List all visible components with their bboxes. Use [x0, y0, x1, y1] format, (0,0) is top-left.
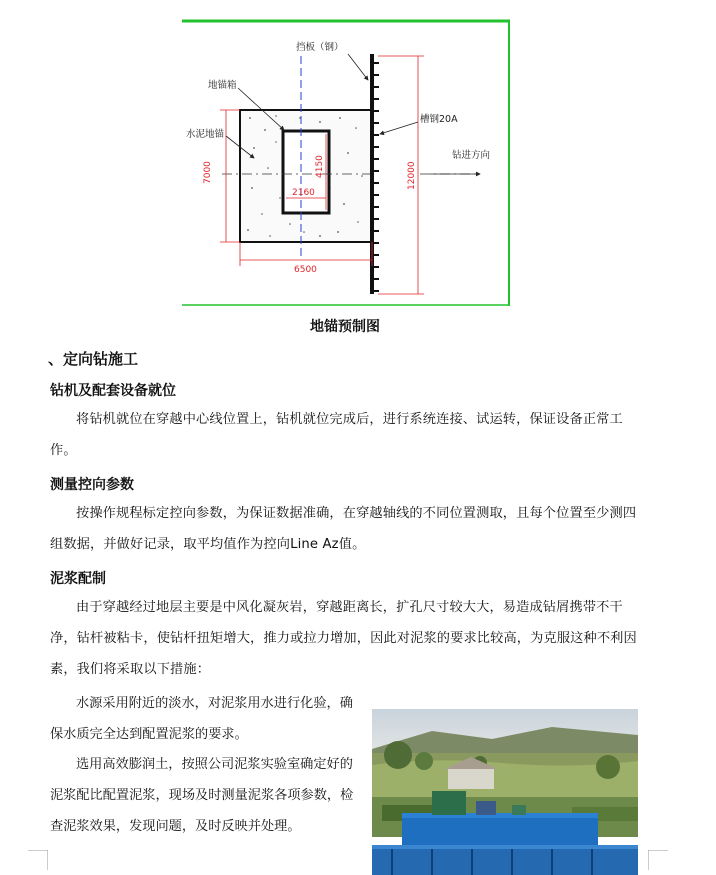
paragraph-water-source: 水源采用附近的淡水，对泥浆用水进行化验，确保水质完全达到配置泥浆的要求。	[50, 696, 353, 742]
paragraph-mud: 由于穿越经过地层主要是中风化凝灰岩，穿越距离长，扩孔尺寸较大大，易造成钻屑携带不干净，钻杆被粘卡，使钻杆扭矩增大，推力或拉力增加，因此对泥浆的要求比较高，为克服这种不利因素，我们将采取以下措施：	[50, 600, 637, 677]
paragraph-bentonite: 选用高效膨润土，按照公司泥浆实验室确定好的泥浆配比配置泥浆，现场及时测量泥浆各项参数，检查泥浆效果，发现问题，及时反映并处理。	[50, 757, 354, 834]
paragraph-equipment: 将钻机就位在穿越中心线位置上，钻机就位完成后，进行系统连接、试运转，保证设备正常工作。	[50, 412, 623, 458]
dim-2160: 2160	[292, 188, 315, 198]
label-drill-direction: 钻进方向	[452, 150, 491, 161]
subsection-heading-equipment: 钻机及配套设备就位	[50, 383, 176, 399]
label-channel-steel: 槽钢20A	[420, 114, 458, 125]
dim-6500: 6500	[294, 265, 317, 275]
label-cement-anchor: 水泥地锚	[186, 129, 225, 140]
paragraph-survey: 按操作规程标定控向参数，为保证数据准确，在穿越轴线的不同位置测取，且每个位置至少测四组数据，并做好记录，取平均值作为控向Line Az值。	[50, 506, 637, 552]
dim-4150: 4150	[315, 155, 325, 178]
anchor-drawing-svg	[180, 18, 512, 308]
dim-12000: 12000	[407, 161, 417, 190]
subsection-heading-survey: 测量控向参数	[50, 477, 134, 493]
site-photo-svg	[372, 709, 638, 875]
section-title: 、定向钻施工	[48, 350, 139, 368]
label-baffle: 挡板（钢）	[296, 42, 344, 53]
channel-teeth	[374, 62, 379, 292]
figure-caption: 地锚预制图	[310, 319, 380, 335]
subsection-heading-mud: 泥浆配制	[50, 571, 106, 587]
page-corner-left	[28, 850, 48, 870]
page-corner-right	[648, 850, 668, 870]
label-anchor-box: 地锚箱	[208, 80, 237, 91]
dim-7000: 7000	[203, 161, 213, 184]
anchor-drawing	[180, 18, 512, 308]
site-photo	[372, 709, 638, 875]
